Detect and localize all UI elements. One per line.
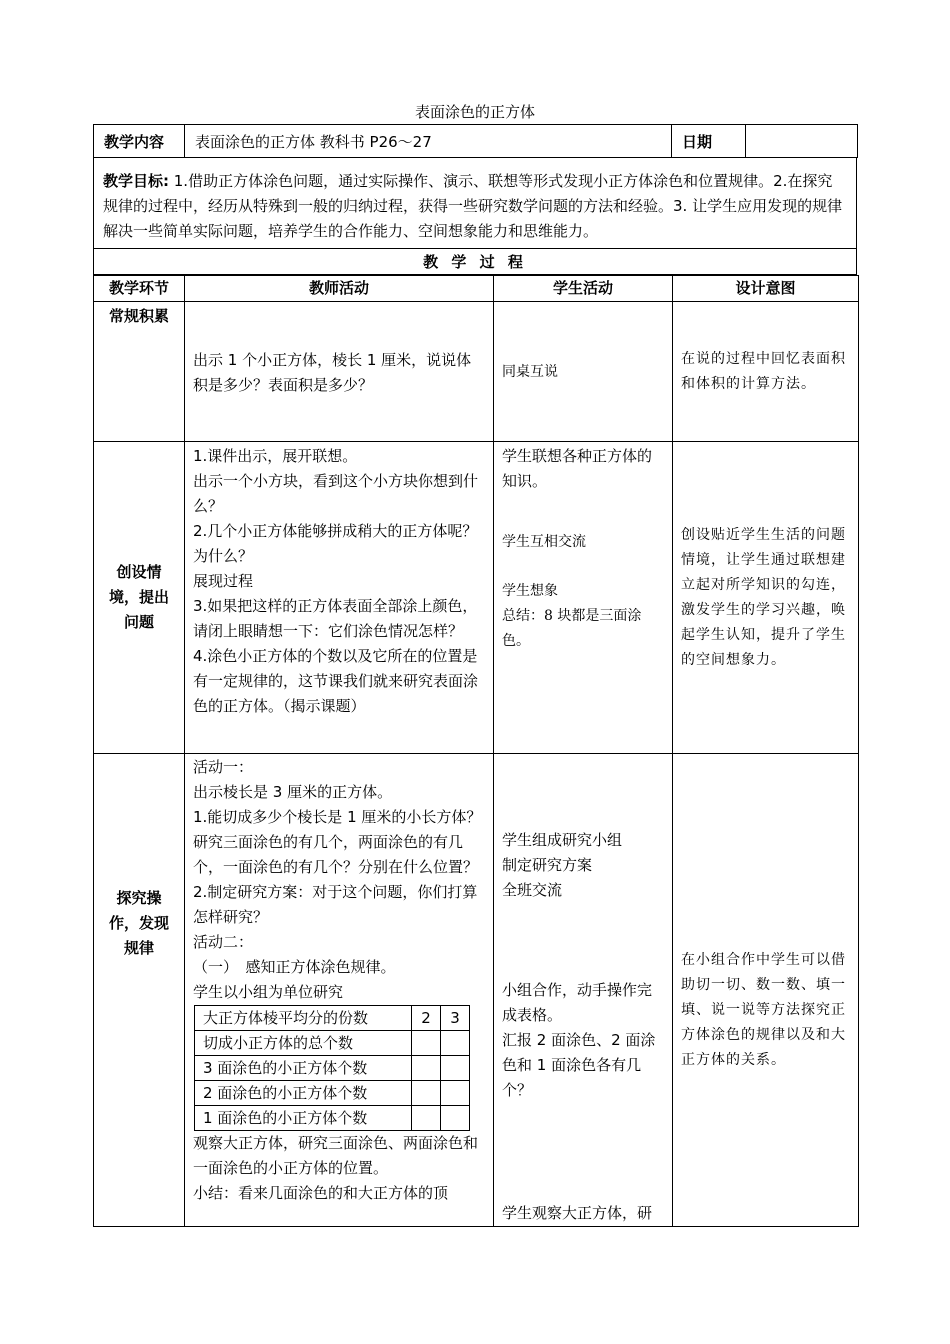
- content-value: 表面涂色的正方体 教科书 P26～27: [185, 125, 672, 158]
- col-header-design: 设计意图: [673, 276, 859, 302]
- teacher-activity: 活动一： 出示棱长是 3 厘米的正方体。 1.能切成多少个棱长是 1 厘米的小长方体？研究三面涂色的有几个，两面涂色的有几个，一面涂色的有几个？分别在什么位置？ 2.制定研究方案：对于这个问题，你们打算怎样研究？ 活动二： （一） 感知正方体涂色规律。 学生以小组为单位研究 大正方体棱平均分的份数 2 3 切成小正方体的总个数 3 面涂色的小正方体个数 2 面涂色的小正方体个数 1 面涂色的小正方体个数 观察大正方体，研究三面涂色、两面涂色和一面涂色的小正方体的位置。 小结：看来几面涂色的和大正方体的顶: [185, 754, 494, 1227]
- process-title: 教 学 过 程: [93, 249, 857, 275]
- objectives-label: 教学目标:: [103, 172, 169, 190]
- teacher-activity: 1.课件出示，展开联想。 出示一个小方块，看到这个小方块你想到什么？ 2.几个小正方体能够拼成稍大的正方体呢？为什么？ 展现过程 3.如果把这样的正方体表面全部涂上颜色，请闭上眼睛想一下：它们涂色情况怎样？ 4.涂色小正方体的个数以及它所在的位置是有一定规律的，这节课我们就来研究表面涂色的正方体。（揭示课题）: [185, 442, 494, 754]
- objectives-text: 1.借助正方体涂色问题，通过实际操作、演示、联想等形式发现小正方体涂色和位置规律。2.在探究规律的过程中，经历从特殊到一般的归纳过程，获得一些研究数学问题的方法和经验。3. 让学生应用发现的规律解决一些简单实际问题，培养学生的合作能力、空间想象能力和思维能力。: [103, 172, 843, 240]
- col-header-teacher: 教师活动: [185, 276, 494, 302]
- design-intent: 在说的过程中回忆表面积和体积的计算方法。: [673, 302, 859, 442]
- student-activity: 学生联想各种正方体的知识。 学生互相交流 学生想象 总结：8 块都是三面涂色。: [494, 442, 673, 754]
- header-table: [93, 124, 858, 158]
- col-header-stage: 教学环节: [94, 276, 185, 302]
- student-activity: 同桌互说: [494, 302, 673, 442]
- coloring-table: 大正方体棱平均分的份数 2 3 切成小正方体的总个数 3 面涂色的小正方体个数 2 面涂色的小正方体个数 1 面涂色的小正方体个数: [194, 1005, 470, 1131]
- student-activity: 学生组成研究小组 制定研究方案 全班交流 小组合作，动手操作完成表格。 汇报 2 面涂色、2 面涂色和 1 面涂色各有几个？ 学生观察大正方体，研: [494, 754, 673, 1227]
- content-label: 教学内容: [94, 125, 185, 158]
- stage-label: 创设情境，提出问题: [94, 442, 185, 754]
- objectives-section: [93, 157, 857, 249]
- design-intent: 在小组合作中学生可以借助切一切、数一数、填一填、说一说等方法探究正方体涂色的规律以及和大正方体的关系。: [673, 754, 859, 1227]
- table-row: [94, 754, 859, 1227]
- teacher-activity: 出示 1 个小正方体，棱长 1 厘米，说说体积是多少？表面积是多少？: [185, 302, 494, 442]
- design-intent: 创设贴近学生生活的问题情境，让学生通过联想建立起对所学知识的勾连，激发学生的学习兴趣，唤起学生认知，提升了学生的空间想象力。: [673, 442, 859, 754]
- date-label: 日期: [672, 125, 746, 158]
- stage-label: 常规积累: [94, 302, 185, 442]
- document-title: 表面涂色的正方体: [414, 103, 535, 121]
- table-row: [94, 442, 859, 754]
- lesson-process-table: [93, 275, 859, 1227]
- date-value: [746, 125, 858, 158]
- table-row: [94, 302, 859, 442]
- stage-label: 探究操作，发现规律: [94, 754, 185, 1227]
- col-header-student: 学生活动: [494, 276, 673, 302]
